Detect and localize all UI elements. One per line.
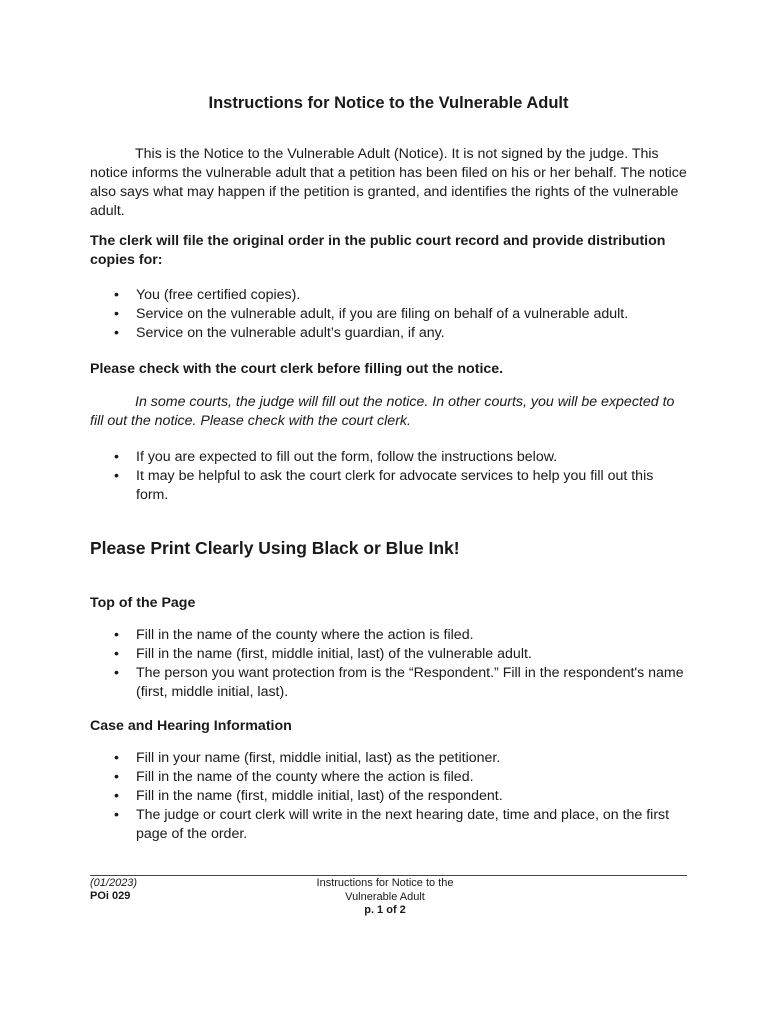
clerk-list bbox=[90, 286, 687, 343]
list-item: • The person you want protection from is the “Respondent.” Fill in the respondent's name (first, middle initial, last). bbox=[114, 665, 684, 700]
footer-center bbox=[285, 877, 485, 918]
list-item: • Service on the vulnerable adult, if you are filing on behalf of a vulnerable adult. bbox=[114, 306, 629, 322]
bullet-icon: • bbox=[114, 306, 119, 322]
bullet-icon: • bbox=[114, 468, 119, 484]
top-list bbox=[90, 626, 687, 702]
footer-date: (01/2023) bbox=[90, 877, 138, 889]
list-item: • Fill in your name (first, middle initial, last) as the petitioner. bbox=[114, 750, 501, 766]
list-item: • Fill in the name (first, middle initial, last) of the respondent. bbox=[114, 788, 503, 804]
case-list bbox=[90, 749, 687, 844]
bullet-icon: • bbox=[114, 807, 119, 823]
print-heading: Please Print Clearly Using Black or Blue Ink! bbox=[90, 538, 460, 558]
bullet-icon: • bbox=[114, 627, 119, 643]
footer-doc-title-line2: Vulnerable Adult bbox=[345, 890, 425, 903]
footer-divider bbox=[90, 875, 687, 876]
list-item: • If you are expected to fill out the form, follow the instructions below. bbox=[114, 449, 558, 465]
bullet-icon: • bbox=[114, 769, 119, 785]
case-heading: Case and Hearing Information bbox=[90, 718, 292, 734]
check-note: In some courts, the judge will fill out the notice. In other courts, you will be expected to fill out the notice. Please check with the court clerk. bbox=[90, 394, 675, 429]
intro-paragraph: This is the Notice to the Vulnerable Adult (Notice). It is not signed by the judge. This notice informs the vulnerable adult that a petition has been filed on his or her behalf. The notice also says what may happen if the petition is granted, and identifies the rights of the vulnerable adult. bbox=[90, 146, 687, 219]
list-item: • Service on the vulnerable adult’s guardian, if any. bbox=[114, 325, 445, 341]
bullet-icon: • bbox=[114, 788, 119, 804]
bullet-icon: • bbox=[114, 287, 119, 303]
bullet-icon: • bbox=[114, 646, 119, 662]
footer-left bbox=[90, 877, 137, 903]
bullet-icon: • bbox=[114, 750, 119, 766]
list-item: • You (free certified copies). bbox=[114, 287, 301, 303]
top-of-page-heading: Top of the Page bbox=[90, 595, 196, 611]
clerk-heading: The clerk will file the original order in the public court record and provide distribution copies for: bbox=[90, 233, 666, 268]
list-item: • Fill in the name of the county where the action is filed. bbox=[114, 769, 474, 785]
footer-page-number: p. 1 of 2 bbox=[364, 904, 406, 916]
list-item: • Fill in the name of the county where the action is filed. bbox=[114, 627, 474, 643]
footer-form-code: POi 029 bbox=[90, 890, 131, 902]
list-item: • The judge or court clerk will write in the next hearing date, time and place, on the first page of the order. bbox=[114, 807, 670, 842]
footer-doc-title-line1: Instructions for Notice to the bbox=[316, 877, 454, 889]
bullet-icon: • bbox=[114, 449, 119, 465]
bullet-icon: • bbox=[114, 665, 119, 681]
check-heading: Please check with the court clerk before filling out the notice. bbox=[90, 361, 504, 377]
list-item: • Fill in the name (first, middle initial, last) of the vulnerable adult. bbox=[114, 646, 532, 662]
document-title: Instructions for Notice to the Vulnerable Adult bbox=[208, 94, 569, 112]
list-item: • It may be helpful to ask the court clerk for advocate services to help you fill out this form. bbox=[114, 468, 654, 503]
bullet-icon: • bbox=[114, 325, 119, 341]
check-list bbox=[90, 448, 687, 505]
